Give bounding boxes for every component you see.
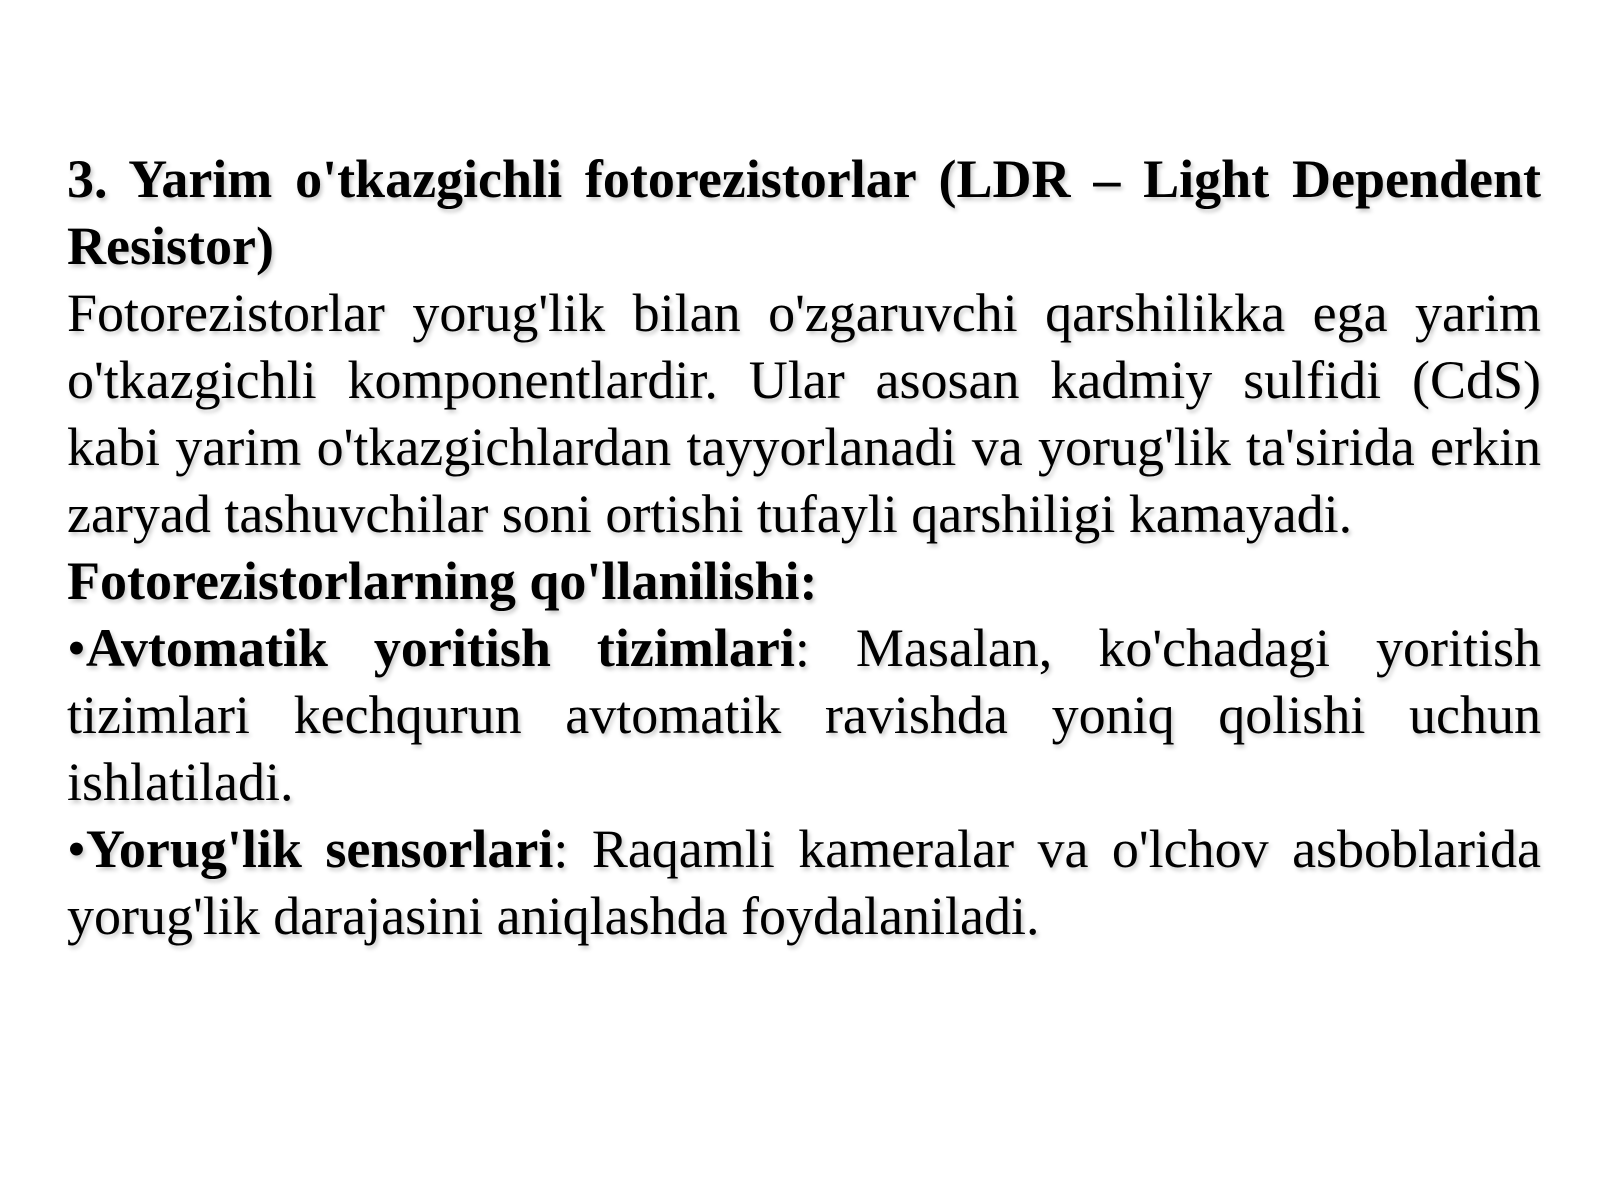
applications-subheading: Fotorezistorlarning qo'llanilishi:	[67, 551, 818, 611]
bullet-term: Yorug'lik sensorlari	[85, 819, 554, 879]
bullet-term: Avtomatik yoritish tizimlari	[85, 618, 795, 678]
bullet-text: : Raqamli kameralar va o'lchov asboblarida yorug'lik darajasini aniqlashda foydalaniladi.	[67, 819, 1541, 946]
bullet-marker: •	[67, 819, 86, 879]
slide-heading: 3. Yarim o'tkazgichli fotorezistorlar (LDR – Light Dependent Resistor)	[67, 149, 1541, 276]
bullet-item-automatic-lighting	[67, 615, 1541, 816]
slide-body	[67, 146, 1541, 950]
bullet-text: : Masalan, ko'chadagi yoritish tizimlari kechqurun avtomatik ravishda yoniq qolishi uchun ishlatiladi.	[67, 618, 1541, 812]
bullet-marker: •	[67, 618, 86, 678]
bullet-item-light-sensors	[67, 816, 1541, 950]
intro-paragraph: Fotorezistorlar yorug'lik bilan o'zgaruvchi qarshilikka ega yarim o'tkazgichli komponentlardir. Ular asosan kadmiy sulfidi (CdS) kabi yarim o'tkazgichlardan tayyorlanadi va yorug'lik ta'sirida erkin zaryad tashuvchilar soni ortishi tufayli qarshiligi kamayadi.	[67, 283, 1541, 544]
